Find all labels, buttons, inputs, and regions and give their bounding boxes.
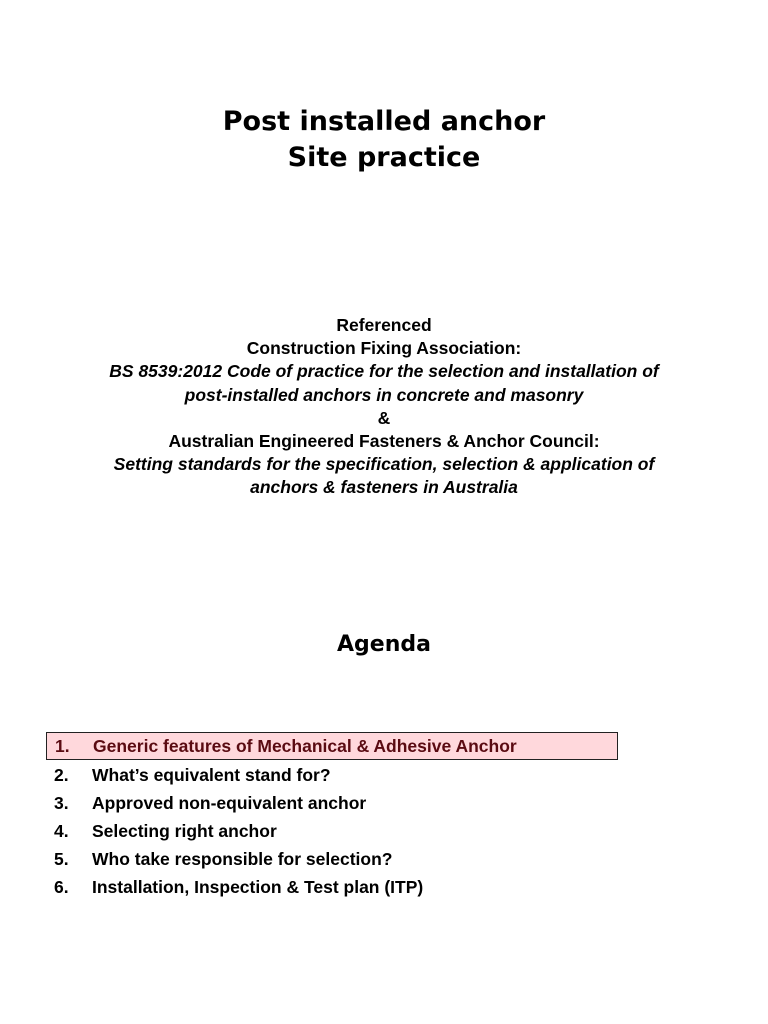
agenda-item-3: [46, 789, 646, 817]
agenda-item-number: 4.: [54, 821, 69, 841]
reference-separator: &: [377, 407, 391, 428]
agenda-item-number: 3.: [54, 793, 69, 813]
agenda-item-number: 5.: [54, 849, 69, 869]
agenda-item-number: 6.: [54, 877, 69, 897]
reference-doc-2-line-2: anchors & fasteners in Australia: [250, 477, 518, 498]
agenda-item-4: [46, 817, 646, 845]
agenda-item-6: [46, 873, 646, 901]
references-heading: Referenced: [336, 315, 432, 335]
agenda-item-text: What’s equivalent stand for?: [92, 765, 331, 785]
reference-doc-1-line-1: BS 8539:2012 Code of practice for the selection and installation of: [109, 361, 659, 382]
agenda-item-text: Approved non-equivalent anchor: [92, 793, 367, 813]
references-section: [40, 314, 728, 500]
reference-doc-1-line-2: post-installed anchors in concrete and masonry: [184, 384, 584, 405]
page-title: [0, 104, 768, 176]
agenda-heading: Agenda: [337, 632, 431, 657]
reference-org-1: Construction Fixing Association:: [246, 338, 522, 359]
agenda-item-text: Who take responsible for selection?: [92, 849, 393, 869]
agenda-item-1: [46, 732, 618, 760]
agenda-item-2: [46, 761, 646, 789]
agenda-item-text: Installation, Inspection & Test plan (ITP): [92, 877, 424, 897]
title-line-1: Post installed anchor: [222, 106, 546, 137]
agenda-item-5: [46, 845, 646, 873]
title-line-2: Site practice: [287, 142, 481, 173]
agenda-item-number: 2.: [54, 765, 69, 785]
reference-org-2: Australian Engineered Fasteners & Anchor Council:: [168, 431, 600, 452]
agenda-item-text: Generic features of Mechanical & Adhesive Anchor: [93, 736, 517, 756]
agenda-item-text: Selecting right anchor: [92, 821, 277, 841]
agenda-list: [46, 732, 646, 901]
reference-doc-2-line-1: Setting standards for the specification, selection & application of: [113, 454, 655, 475]
agenda-item-number: 1.: [55, 736, 70, 756]
